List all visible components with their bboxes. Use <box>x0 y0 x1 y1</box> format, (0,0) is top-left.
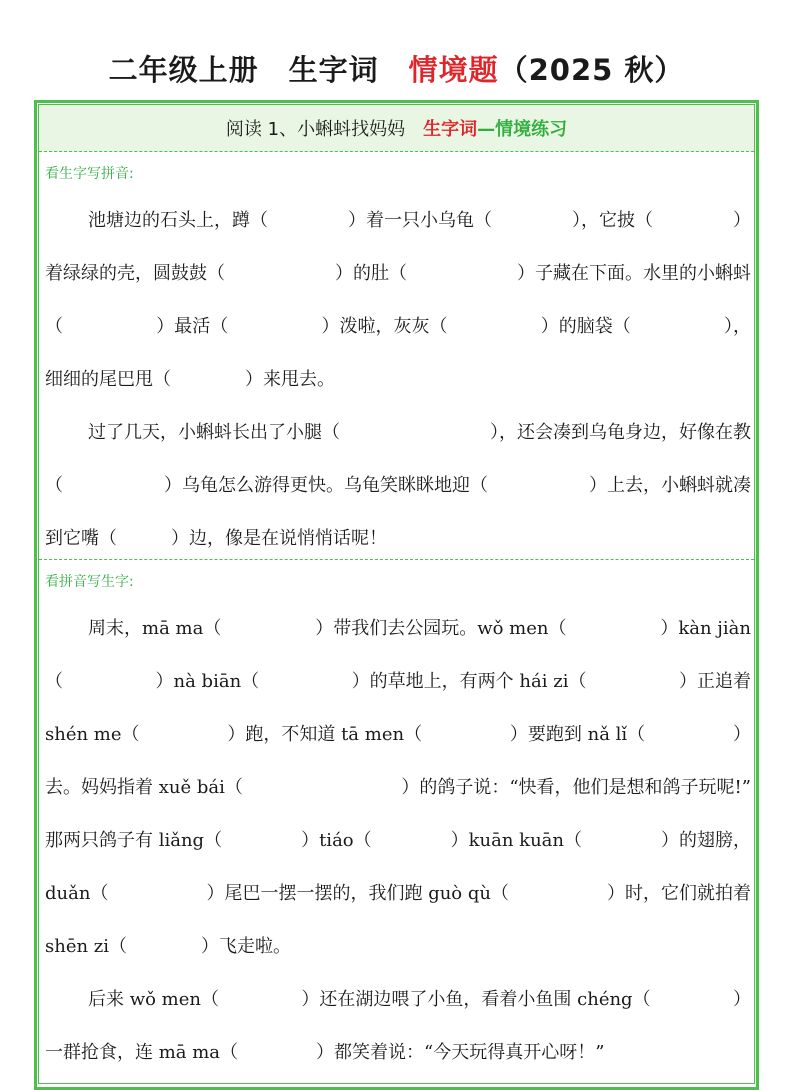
passage1-line <box>45 471 751 501</box>
text-segment: duǎn（ <box>45 883 109 904</box>
lesson-title: 阅读 1、小蝌蚪找妈妈 <box>225 119 424 140</box>
passage2-line <box>45 879 751 909</box>
text-segment: 细细的尾巴甩（ <box>45 369 171 390</box>
text-segment: ）来甩去。 <box>245 369 335 390</box>
text-segment: 一群抢食，连 mā ma（ <box>45 1042 239 1063</box>
title-highlight: 情境题 <box>408 53 499 87</box>
passage2-line <box>88 985 751 1015</box>
text-segment: ）kuān kuān（ <box>450 830 582 851</box>
text-segment: ）最活（ <box>156 316 229 337</box>
text-segment: ） <box>733 210 751 231</box>
text-segment: ）子藏在下面。水里的小蝌蚪 <box>517 263 751 284</box>
text-segment: 后来 wǒ men（ <box>88 989 220 1010</box>
text-segment: ）乌龟怎么游得更快。乌龟笑眯眯地迎（ <box>164 475 488 496</box>
answer-blank <box>171 365 245 395</box>
text-segment: ）tiáo（ <box>301 830 372 851</box>
text-segment: shēn zi（ <box>45 936 128 957</box>
passage1-line <box>45 312 751 342</box>
passage1-line <box>45 524 387 554</box>
text-segment: ）都笑着说：“今天玩得真开心呀！” <box>316 1042 605 1063</box>
text-segment: ）时，它们就拍着 <box>607 883 751 904</box>
text-segment: ）的肚（ <box>335 263 407 284</box>
passage1-line <box>88 206 751 236</box>
section-divider <box>39 559 754 560</box>
answer-blank <box>117 524 171 554</box>
text-segment: ）还在湖边喂了小鱼，看着小鱼围 chéng（ <box>301 989 651 1010</box>
text-segment: ） <box>733 989 751 1010</box>
title-part3: （2025 秋） <box>498 53 685 87</box>
passage2-line <box>45 720 751 750</box>
text-segment: ）正追着 <box>678 671 751 692</box>
passage1-line <box>45 365 335 395</box>
text-segment: ） <box>732 724 751 745</box>
passage2-line <box>88 614 751 644</box>
lesson-header <box>39 105 754 152</box>
passage1-line <box>88 418 751 448</box>
text-segment: ）， <box>724 316 751 337</box>
section-label-characters: 看拼音写生字: <box>45 574 134 590</box>
text-segment: （ <box>45 475 63 496</box>
passage2-line <box>45 826 751 856</box>
text-segment: 过了几天，小蝌蚪长出了小腿（ <box>88 422 340 443</box>
title-part1: 二年级上册 生字词 <box>108 53 409 87</box>
text-segment: ）边，像是在说悄悄话呢！ <box>171 528 387 549</box>
text-segment: ）要跑到 nǎ lǐ（ <box>509 724 646 745</box>
passage2-line <box>45 1038 604 1068</box>
text-segment: ）的草地上，有两个 hái zi（ <box>351 671 587 692</box>
lesson-tag-red: 生字词 <box>423 119 478 140</box>
text-segment: shén me（ <box>45 724 140 745</box>
page-title <box>0 48 793 89</box>
passage2-line <box>45 667 751 697</box>
text-segment: ）的翅膀， <box>660 830 751 851</box>
text-segment: ）的脑袋（ <box>540 316 631 337</box>
text-segment: ）带我们去公园玩。wǒ men（ <box>315 618 567 639</box>
text-segment: ），还会凑到乌龟身边，好像在教 <box>490 422 751 443</box>
text-segment: ）kàn jiàn <box>660 618 751 639</box>
text-segment: ）泼啦，灰灰（ <box>321 316 448 337</box>
passage2-line <box>45 932 291 962</box>
text-segment: ）飞走啦。 <box>201 936 292 957</box>
text-segment: 去。妈妈指着 xuě bái（ <box>45 777 243 798</box>
text-segment: 那两只鸽子有 liǎng（ <box>45 830 223 851</box>
text-segment: 周末，mā ma（ <box>88 618 222 639</box>
text-segment: ）上去，小蝌蚪就凑 <box>589 475 751 496</box>
answer-blank <box>127 932 201 962</box>
passage2-line <box>45 773 751 803</box>
text-segment: 到它嘴（ <box>45 528 117 549</box>
passage1-line <box>45 259 751 289</box>
text-segment: ）尾巴一摆一摆的，我们跑 guò qù（ <box>206 883 509 904</box>
text-segment: （ <box>45 316 63 337</box>
text-segment: ）的鸽子说：“快看，他们是想和鸽子玩呢!” <box>401 777 751 798</box>
text-segment: ）nà biān（ <box>155 671 260 692</box>
text-segment: ）跑，不知道 tā men（ <box>227 724 423 745</box>
text-segment: 池塘边的石头上，蹲（ <box>88 210 268 231</box>
text-segment: ），它披（ <box>572 210 653 231</box>
answer-blank <box>238 1038 316 1068</box>
text-segment: 着绿绿的壳，圆鼓鼓（ <box>45 263 225 284</box>
lesson-tag-green: —情境练习 <box>477 119 568 140</box>
section-label-pinyin: 看生字写拼音: <box>45 166 134 182</box>
text-segment: （ <box>45 671 63 692</box>
text-segment: ）着一只小乌龟（ <box>348 210 492 231</box>
